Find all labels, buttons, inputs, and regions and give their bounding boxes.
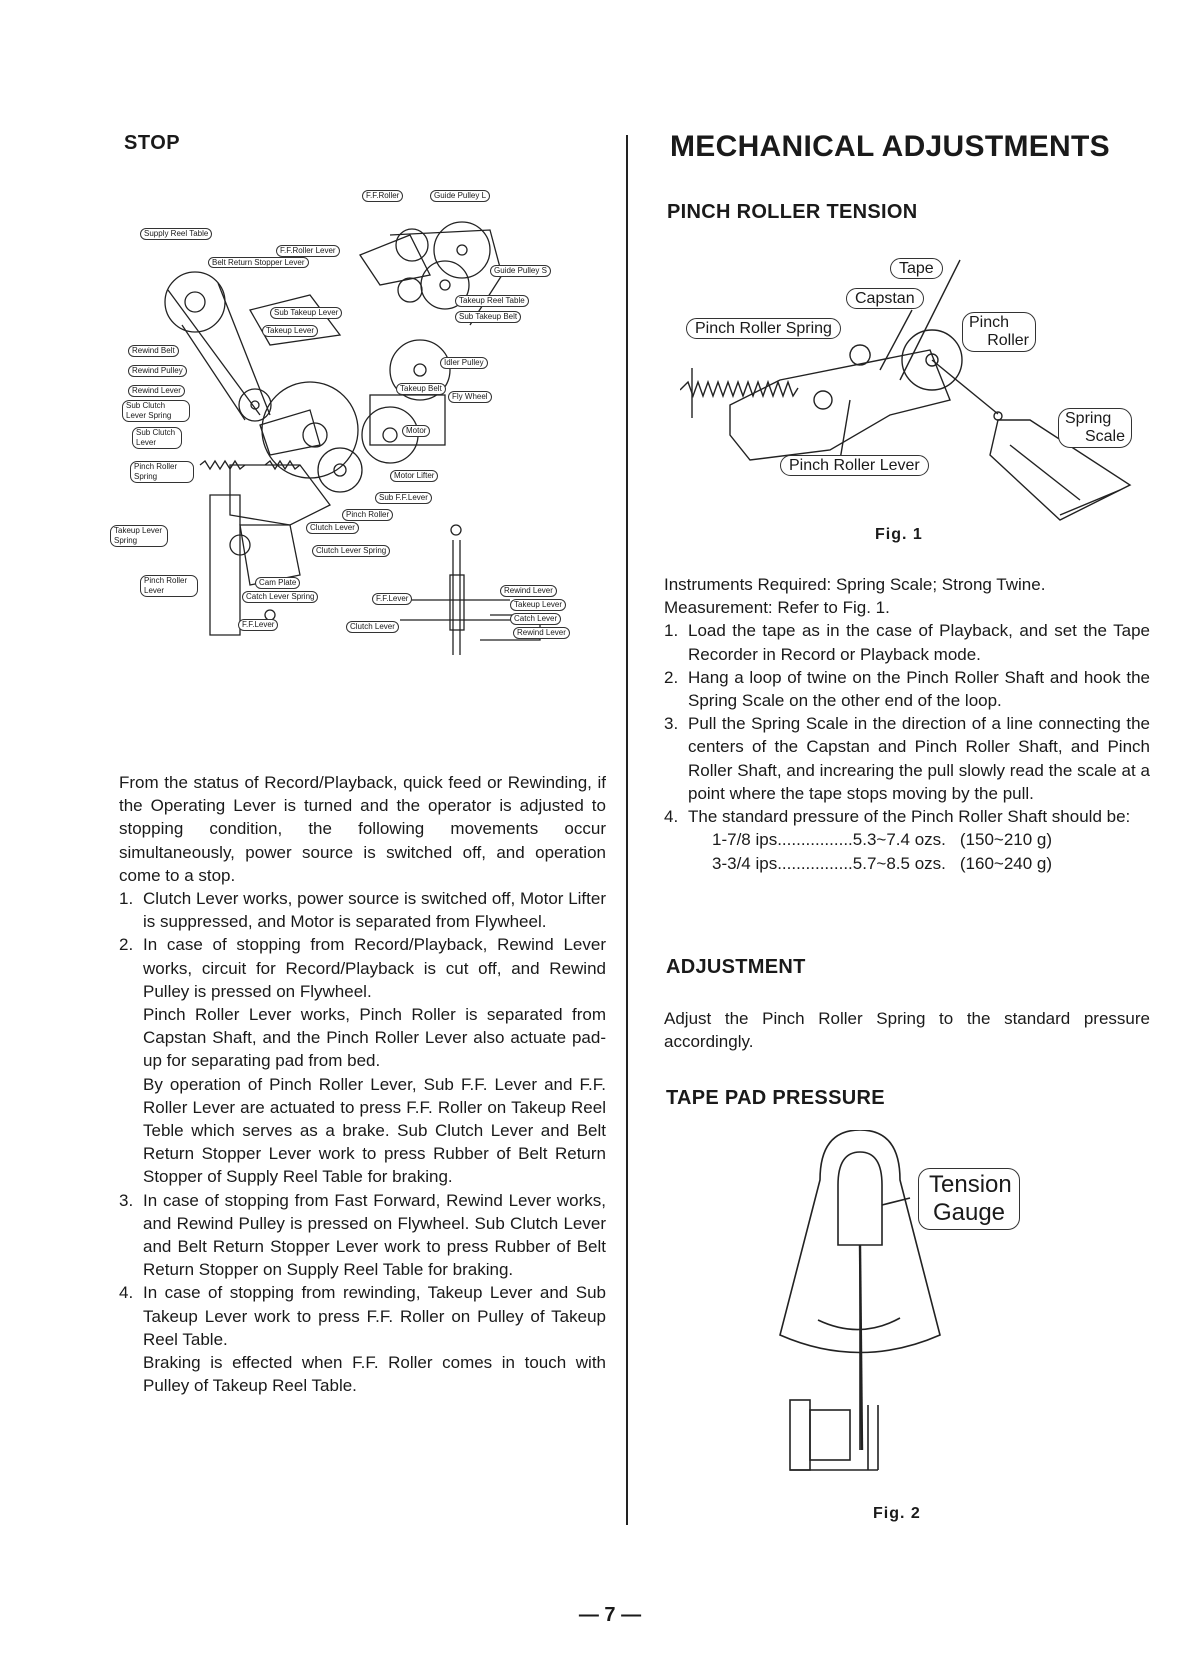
stop-intro: From the status of Record/Playback, quick feed or Rewinding, if the Operating Lever is turned and the operator is adjusted to stopping condition, the following movements occur simultaneously, power source is switched off, and operation come to a stop. <box>119 773 606 885</box>
label-supply-reel-table: Supply Reel Table <box>140 228 212 240</box>
label-takeup-reel-table: Takeup Reel Table <box>455 295 529 307</box>
fig2-label-tension: Tension <box>929 1171 1012 1198</box>
fig1-label-capstan: Capstan <box>846 288 924 309</box>
spec-grams: (160~240 g) <box>959 854 1053 874</box>
label-catch-lever-spring: Catch Lever Spring <box>242 591 318 603</box>
step-text: Load the tape as in the case of Playback, and set the Tape Recorder in Record or Playback mode. <box>688 621 1150 664</box>
step-number: 4. <box>664 807 679 827</box>
label-takeup-lever-right: Takeup Lever <box>510 599 566 611</box>
spec-range: 5.3~7.4 ozs. <box>852 830 946 850</box>
label-clutch-lever: Clutch Lever <box>306 522 359 534</box>
fig1-caption: Fig. 1 <box>875 526 923 543</box>
step-text: Hang a loop of twine on the Pinch Roller Shaft and hook the Spring Scale on the other end of the loop. <box>688 667 1150 711</box>
fig2-diagram <box>770 1130 1050 1480</box>
instruments-required: Instruments Required: Spring Scale; Strong Twine. <box>664 575 1046 594</box>
step-number: 1. <box>119 889 134 909</box>
label-pinch-roller: Pinch Roller <box>342 509 393 521</box>
pinch-step <box>664 712 1150 805</box>
label-rewind-lever-right: Rewind Lever <box>500 585 557 597</box>
step-text: The standard pressure of the Pinch Roller Shaft should be: <box>688 807 1131 827</box>
label-rewind-lever: Rewind Lever <box>128 385 185 397</box>
stop-step <box>119 887 606 933</box>
step-paragraph: Pinch Roller Lever works, Pinch Roller is separated from Capstan Shaft, and the Pinch Roller Lever also actuate pad-up for separating pad from bed. <box>143 1005 606 1071</box>
spec-leader-dots: ................ <box>777 854 853 874</box>
label-clutch-lever-spring: Clutch Lever Spring <box>312 545 390 557</box>
column-divider <box>626 135 628 1525</box>
label-sub-ff-lever: Sub F.F.Lever <box>375 492 432 504</box>
adjustment-heading: ADJUSTMENT <box>666 956 806 978</box>
label-rewind-belt: Rewind Belt <box>128 345 179 357</box>
fig1-diagram <box>680 250 1140 530</box>
fig1-label-roller-text: Roller <box>987 332 1029 349</box>
step-number: 3. <box>664 714 679 734</box>
step-text: Pull the Spring Scale in the direction of a line connecting the centers of the Capstan and Pinch Roller Shaft, and Pinch Roller Shaft, and increaring the pull slowly read the scale at a point where the tape stops moving by the pull. <box>688 714 1150 803</box>
label-pinch-roller-lever: Pinch Roller Lever <box>140 575 198 597</box>
fig1-label-spring-text: Spring <box>1065 410 1112 427</box>
page-number: — 7 — <box>578 1604 642 1626</box>
step-number: 2. <box>119 935 134 955</box>
stop-heading: STOP <box>124 132 181 154</box>
label-takeup-lever-spring: Takeup Lever Spring <box>110 525 168 547</box>
spec-range: 5.7~8.5 ozs. <box>852 854 946 874</box>
spec-speed: 1-7/8 ips <box>712 830 778 850</box>
adjustment-text: Adjust the Pinch Roller Spring to the standard pressure accordingly. <box>664 1009 1150 1052</box>
spec-speed: 3-3/4 ips <box>712 854 778 874</box>
pinch-roller-text <box>664 573 1150 876</box>
label-rewind-lever-right-2: Rewind Lever <box>513 627 570 639</box>
label-ff-lever-mid: F.F.Lever <box>372 593 412 605</box>
measurement-line: Measurement: Refer to Fig. 1. <box>664 598 890 618</box>
page-title: MECHANICAL ADJUSTMENTS <box>670 130 1110 163</box>
stop-mechanism-diagram <box>110 191 620 695</box>
label-sub-takeup-lever: Sub Takeup Lever <box>270 307 342 319</box>
tape-pad-pressure-heading: TAPE PAD PRESSURE <box>666 1087 885 1109</box>
label-rewind-pulley: Rewind Pulley <box>128 365 187 377</box>
label-guide-pulley-l: Guide Pulley L <box>430 190 490 202</box>
step-number: 1. <box>664 621 679 641</box>
stop-step <box>119 1281 606 1397</box>
label-takeup-belt: Takeup Belt <box>396 383 446 395</box>
label-motor: Motor <box>402 425 430 437</box>
pinch-step <box>664 666 1150 712</box>
label-pinch-roller-spring: Pinch Roller Spring <box>130 461 194 483</box>
step-paragraph: In case of stopping from rewinding, Takeup Lever and Sub Takeup Lever work to press F.F. Roller on Pulley of Takeup Reel Table. <box>143 1283 606 1349</box>
fig2-label-tension-gauge <box>918 1168 1020 1230</box>
fig1-label-spring-scale <box>1058 408 1132 448</box>
label-sub-clutch-lever-spring: Sub Clutch Lever Spring <box>122 400 190 422</box>
label-fly-wheel: Fly Wheel <box>448 391 492 403</box>
pinch-roller-tension-heading: PINCH ROLLER TENSION <box>667 201 918 223</box>
fig1-label-pinch-text: Pinch <box>969 314 1010 331</box>
step-number: 4. <box>119 1283 134 1303</box>
label-cam-plate: Cam Plate <box>255 577 300 589</box>
fig1-label-tape: Tape <box>890 258 943 279</box>
fig1-label-pinch-roller <box>962 312 1036 352</box>
label-ff-roller-lever: F.F.Roller Lever <box>276 245 340 257</box>
label-motor-lifter: Motor Lifter <box>390 470 438 482</box>
spec-grams: (150~210 g) <box>959 830 1053 850</box>
stop-step <box>119 1189 606 1282</box>
fig1-label-scale-text: Scale <box>1084 428 1125 445</box>
spec-row <box>664 852 1150 876</box>
step-paragraph: By operation of Pinch Roller Lever, Sub F.F. Lever and F.F. Roller Lever are actuated to press F.F. Roller on Takeup Reel Teble which serves as a brake. Sub Clutch Lever and Belt Return Stopper Lever work to press Rubber of Belt Return Stopper of Supply Reel Table for braking. <box>143 1074 606 1187</box>
spec-leader-dots: ................ <box>777 830 853 850</box>
label-clutch-lever-mid: Clutch Lever <box>346 621 399 633</box>
step-number: 3. <box>119 1190 134 1210</box>
stop-step <box>119 933 606 1188</box>
label-belt-return-stopper-lever: Belt Return Stopper Lever <box>208 257 309 268</box>
fig1-label-pinch-roller-spring: Pinch Roller Spring <box>686 318 841 339</box>
pinch-step <box>664 619 1150 665</box>
step-paragraph: Clutch Lever works, power source is switched off, Motor Lifter is suppressed, and Motor is separated from Flywheel. <box>143 889 606 932</box>
step-paragraph: Braking is effected when F.F. Roller comes in touch with Pulley of Takeup Reel Table. <box>143 1353 606 1396</box>
fig1-label-pinch-roller-lever: Pinch Roller Lever <box>780 455 929 476</box>
label-ff-lever-left: F.F.Lever <box>238 619 278 631</box>
fig2-caption: Fig. 2 <box>873 1505 921 1522</box>
label-sub-clutch-lever: Sub Clutch Lever <box>132 427 182 449</box>
step-paragraph: In case of stopping from Fast Forward, Rewind Lever works, and Rewind Pulley is pressed on Flywheel. Sub Clutch Lever and Belt Return Stopper Lever work to press Rubber of Belt Return Stopper on Supply Reel Table for braking. <box>143 1190 606 1280</box>
stop-steps <box>119 887 606 1397</box>
pinch-steps <box>664 619 1150 828</box>
stop-description <box>119 771 606 1397</box>
label-sub-takeup-belt: Sub Takeup Belt <box>455 311 521 323</box>
fig2-label-gauge: Gauge <box>932 1199 1006 1226</box>
step-number: 2. <box>664 667 679 687</box>
label-idler-pulley: Idler Pulley <box>440 357 488 369</box>
spec-table <box>664 828 1150 876</box>
label-ff-roller-top: F.F.Roller <box>362 190 403 202</box>
label-takeup-lever: Takeup Lever <box>262 325 318 337</box>
spec-row <box>664 828 1150 852</box>
label-guide-pulley-s: Guide Pulley S <box>490 265 551 277</box>
step-paragraph: In case of stopping from Record/Playback, Rewind Lever works, circuit for Record/Playback is cut off, and Rewind Pulley is pressed on Flywheel. <box>143 935 606 1001</box>
label-catch-lever-right: Catch Lever <box>510 613 561 625</box>
pinch-step <box>664 805 1150 828</box>
